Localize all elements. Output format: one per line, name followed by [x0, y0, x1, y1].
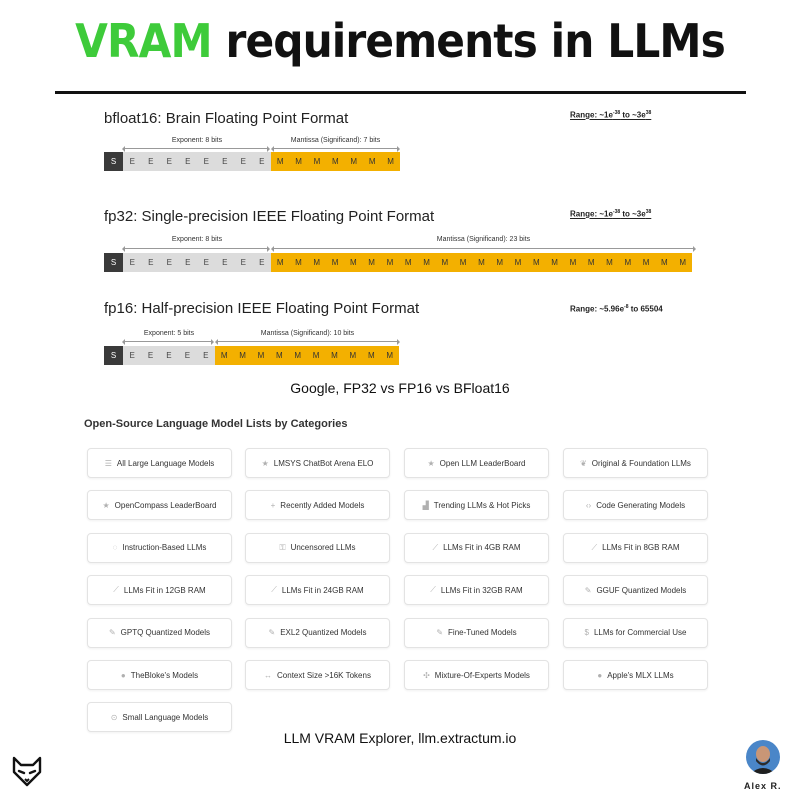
- puzzle-icon: ✣: [423, 670, 430, 680]
- category-chip-label: Small Language Models: [122, 712, 209, 722]
- mantissa-bit: M: [271, 152, 289, 171]
- fox-logo-icon: [10, 754, 44, 788]
- mantissa-bit: M: [509, 253, 527, 272]
- user-icon: ●: [120, 670, 126, 680]
- fp32-mantissa-label: Mantissa (Significand): 23 bits: [436, 236, 531, 243]
- unlock-icon: ⚿: [279, 542, 286, 552]
- mantissa-bit: M: [326, 152, 344, 171]
- exponent-bit: E: [179, 253, 198, 272]
- category-chip[interactable]: [563, 575, 708, 605]
- mantissa-bit: M: [655, 253, 673, 272]
- plus-icon: +: [270, 500, 276, 510]
- star-icon: ★: [102, 500, 110, 510]
- category-chip[interactable]: [404, 575, 549, 605]
- wrench-icon: ✎: [436, 628, 444, 638]
- category-chip-label: Trending LLMs & Hot Picks: [433, 500, 531, 510]
- exponent-bit: E: [216, 253, 235, 272]
- category-chip[interactable]: [245, 490, 390, 520]
- category-chip-label: Mixture-Of-Experts Models: [434, 670, 530, 680]
- mantissa-bit: M: [619, 253, 637, 272]
- category-chip-label: Uncensored LLMs: [290, 543, 356, 553]
- category-chip-label: LLMs Fit in 12GB RAM: [123, 585, 206, 595]
- mantissa-bit: M: [637, 253, 655, 272]
- mantissa-bit: M: [289, 346, 307, 365]
- fp16-exponent-label: Exponent: 5 bits: [143, 330, 195, 337]
- mantissa-bit: M: [233, 346, 251, 365]
- category-chip-label: Open LLM LeaderBoard: [439, 458, 526, 468]
- exponent-bit: E: [178, 346, 196, 365]
- category-chip-label: All Large Language Models: [116, 458, 215, 468]
- list-icon: ☰: [104, 458, 112, 468]
- title-rest: requirements in LLMs: [225, 14, 725, 68]
- category-chip-label: GPTQ Quantized Models: [120, 628, 211, 638]
- category-chip[interactable]: [245, 448, 390, 478]
- mantissa-bit: M: [545, 253, 563, 272]
- mantissa-bit: M: [417, 253, 435, 272]
- exponent-bit: E: [234, 152, 253, 171]
- mantissa-bit: M: [600, 253, 618, 272]
- bf16-mantissa-label: Mantissa (Significand): 7 bits: [290, 137, 381, 144]
- mantissa-bit: M: [252, 346, 270, 365]
- mantissa-bit: M: [454, 253, 472, 272]
- caption-explorer: LLM VRAM Explorer, llm.extractum.io: [283, 730, 517, 746]
- fp16-exponent-arrow: [123, 341, 213, 342]
- category-chip-label: Code Generating Models: [596, 500, 686, 510]
- category-chip-label: TheBloke's Models: [130, 670, 199, 680]
- fp16-mantissa-label: Mantissa (Significand): 10 bits: [260, 330, 355, 337]
- mantissa-bit: M: [381, 152, 399, 171]
- category-chip-label: LLMs for Commercial Use: [593, 628, 687, 638]
- category-chip-label: LLMs Fit in 24GB RAM: [281, 585, 364, 595]
- category-chip-label: Fine-Tuned Models: [448, 628, 517, 638]
- mantissa-bit: M: [344, 346, 362, 365]
- chip-icon: ⟋: [271, 585, 277, 595]
- bf16-mantissa-arrow: [272, 148, 399, 149]
- category-chip[interactable]: [87, 702, 232, 732]
- category-chip[interactable]: [245, 533, 390, 563]
- category-chip[interactable]: [563, 490, 708, 520]
- fp32-exponent-label: Exponent: 8 bits: [171, 236, 223, 243]
- mantissa-bit: M: [289, 152, 307, 171]
- mantissa-bit: M: [527, 253, 545, 272]
- category-chip-label: LMSYS ChatBot Arena ELO: [273, 458, 374, 468]
- fp16-bit-row: [104, 346, 399, 365]
- mantissa-bit: M: [674, 253, 692, 272]
- bf16-exponent-label: Exponent: 8 bits: [171, 137, 223, 144]
- wrench-icon: ✎: [268, 628, 276, 638]
- sign-bit: S: [104, 152, 123, 171]
- chat-icon: ◌: [112, 543, 118, 553]
- fp16-title: fp16: Half-precision IEEE Floating Point Format: [104, 300, 420, 317]
- exponent-bit: E: [142, 253, 161, 272]
- category-chip[interactable]: [87, 533, 232, 563]
- bf16-exponent-arrow: [123, 148, 269, 149]
- category-chip[interactable]: [87, 448, 232, 478]
- category-chip[interactable]: [245, 660, 390, 690]
- fp32-bit-row: [104, 253, 692, 272]
- exponent-bit: E: [123, 346, 141, 365]
- star-icon: ★: [261, 458, 269, 468]
- mantissa-bit: M: [271, 253, 289, 272]
- mantissa-bit: M: [399, 253, 417, 272]
- exponent-bit: E: [160, 346, 178, 365]
- category-chip[interactable]: [563, 448, 708, 478]
- mantissa-bit: M: [215, 346, 233, 365]
- chip-icon: ⟋: [430, 585, 436, 595]
- category-chip-label: EXL2 Quantized Models: [280, 628, 367, 638]
- code-icon: ‹›: [585, 500, 592, 510]
- wrench-icon: ✎: [108, 628, 116, 638]
- apple-icon: ●: [597, 670, 603, 680]
- mantissa-bit: M: [362, 253, 380, 272]
- fp32-range: Range: $\sim 1e^{-38}$ to $\sim 3e^{38}$: [570, 209, 652, 219]
- mantissa-bit: M: [345, 152, 363, 171]
- category-chip[interactable]: [563, 618, 708, 648]
- star-icon: ★: [427, 458, 435, 468]
- mantissa-bit: M: [381, 253, 399, 272]
- mantissa-bit: M: [472, 253, 490, 272]
- category-chip-label: LLMs Fit in 4GB RAM: [443, 543, 521, 553]
- bf16-range: Range: $\sim 1e^{-38}$ to $\sim 3e^{38}$: [570, 110, 652, 120]
- bf16-bit-row: [104, 152, 400, 171]
- category-chip-label: OpenCompass LeaderBoard: [114, 500, 217, 510]
- category-chip-label: Recently Added Models: [280, 500, 365, 510]
- wrench-icon: ✎: [584, 585, 592, 595]
- category-chip-label: LLMs Fit in 8GB RAM: [602, 543, 680, 553]
- exponent-bit: E: [253, 152, 272, 171]
- mantissa-bit: M: [436, 253, 454, 272]
- mantissa-bit: M: [564, 253, 582, 272]
- category-chip[interactable]: [404, 660, 549, 690]
- dollar-icon: $: [584, 628, 589, 638]
- title-accent: VRAM: [75, 14, 212, 68]
- mantissa-bit: M: [308, 152, 326, 171]
- fp32-mantissa-arrow: [272, 248, 695, 249]
- category-chip[interactable]: [404, 618, 549, 648]
- circle-icon: ⊙: [110, 712, 118, 722]
- exponent-bit: E: [123, 152, 142, 171]
- mantissa-bit: M: [270, 346, 288, 365]
- title-divider: [55, 91, 746, 94]
- mantissa-bit: M: [308, 253, 326, 272]
- categories-heading: Open-Source Language Model Lists by Categories: [84, 418, 348, 430]
- sign-bit: S: [104, 346, 123, 365]
- bf16-title: bfloat16: Brain Floating Point Format: [104, 110, 349, 127]
- mantissa-bit: M: [363, 152, 381, 171]
- mantissa-bit: M: [326, 253, 344, 272]
- exponent-bit: E: [160, 253, 179, 272]
- fp32-title: fp32: Single-precision IEEE Floating Point Format: [104, 208, 435, 225]
- category-chip[interactable]: [87, 618, 232, 648]
- category-chip[interactable]: [404, 490, 549, 520]
- mantissa-bit: M: [491, 253, 509, 272]
- category-chip-label: Original & Foundation LLMs: [591, 458, 691, 468]
- category-chip-label: Apple's MLX LLMs: [607, 670, 674, 680]
- sign-bit: S: [104, 253, 123, 272]
- mantissa-bit: M: [307, 346, 325, 365]
- exponent-bit: E: [197, 152, 216, 171]
- category-chip[interactable]: [404, 533, 549, 563]
- exponent-bit: E: [197, 346, 215, 365]
- author-avatar: [746, 740, 780, 774]
- chip-icon: ⟋: [591, 542, 598, 552]
- author-name: Alex R.: [744, 781, 782, 791]
- exponent-bit: E: [123, 253, 142, 272]
- category-chip[interactable]: [245, 618, 390, 648]
- category-chip-label: LLMs Fit in 32GB RAM: [440, 585, 523, 595]
- category-chip-label: Context Size >16K Tokens: [277, 670, 371, 680]
- chip-icon: ⟋: [432, 542, 439, 552]
- category-chip[interactable]: [404, 448, 549, 478]
- category-chip-label: GGUF Quantized Models: [596, 585, 687, 595]
- category-chip[interactable]: [563, 660, 708, 690]
- category-chip[interactable]: [87, 490, 232, 520]
- category-chip-label: Instruction-Based LLMs: [122, 543, 207, 553]
- category-chip[interactable]: [245, 575, 390, 605]
- mantissa-bit: M: [582, 253, 600, 272]
- mantissa-bit: M: [325, 346, 343, 365]
- leaf-icon: ❦: [580, 458, 587, 468]
- exponent-bit: E: [179, 152, 198, 171]
- arrows-icon: ↔: [264, 670, 273, 680]
- page-title: [32, 14, 768, 68]
- exponent-bit: E: [216, 152, 235, 171]
- fp16-range: Range: $\sim 5.96e^{-8}$ to 65504: [570, 304, 663, 314]
- mantissa-bit: M: [380, 346, 398, 365]
- category-chip[interactable]: [563, 533, 708, 563]
- mantissa-bit: M: [362, 346, 380, 365]
- chip-icon: ⟋: [113, 585, 119, 595]
- exponent-bit: E: [141, 346, 159, 365]
- fp16-mantissa-arrow: [216, 341, 399, 342]
- chart-icon: ▟: [422, 500, 429, 510]
- mantissa-bit: M: [289, 253, 307, 272]
- category-chip[interactable]: [87, 575, 232, 605]
- exponent-bit: E: [142, 152, 161, 171]
- caption-formats: Google, FP32 vs FP16 vs BFloat16: [290, 380, 510, 396]
- exponent-bit: E: [253, 253, 272, 272]
- exponent-bit: E: [197, 253, 216, 272]
- mantissa-bit: M: [344, 253, 362, 272]
- exponent-bit: E: [234, 253, 253, 272]
- exponent-bit: E: [160, 152, 179, 171]
- fp32-exponent-arrow: [123, 248, 269, 249]
- category-chip[interactable]: [87, 660, 232, 690]
